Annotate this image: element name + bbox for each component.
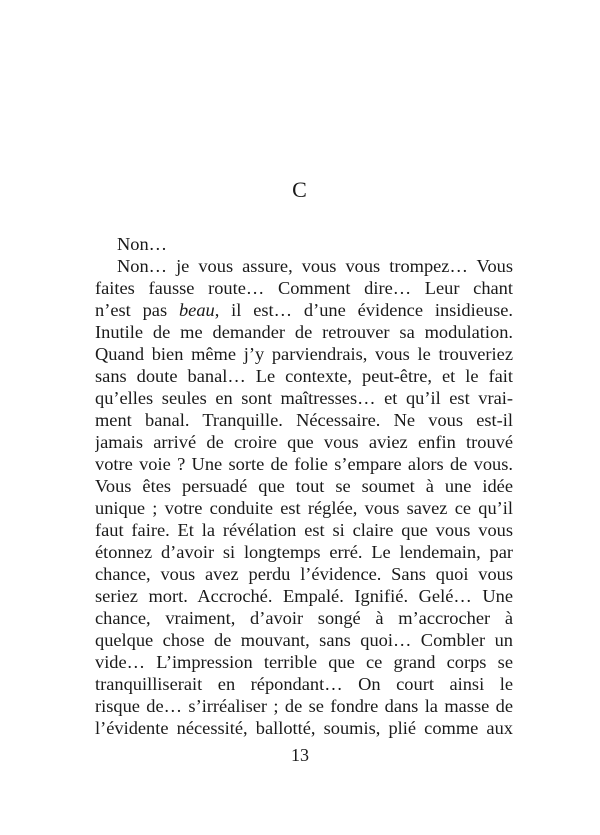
text-line: tranquilliserait en répondant… On court ainsi le — [95, 674, 513, 694]
text-line: sans doute banal… Le contexte, peut-être, et le fait — [95, 366, 513, 386]
text-line: faites fausse route… Comment dire… Leur chant — [95, 278, 513, 298]
text-line: chance, vraiment, d’avoir songé à m’accrocher à — [95, 608, 513, 628]
text-segment: n’est pas — [95, 300, 179, 320]
text-line: Vous êtes persuadé que tout se soumet à une idée — [95, 476, 513, 496]
text-line: ment banal. Tranquille. Nécessaire. Ne vous est-il — [95, 410, 513, 430]
text-line: étonnez d’avoir si longtemps erré. Le lendemain, par — [95, 542, 513, 562]
text-line-with-italic — [95, 299, 513, 321]
text-line: seriez mort. Accroché. Empalé. Ignifié. Gelé… Une — [95, 586, 513, 606]
text-line: Quand bien même j’y parviendrais, vous le trouveriez — [95, 344, 513, 364]
text-line: jamais arrivé de croire que vous aviez enfin trouvé — [95, 432, 513, 452]
text-segment: , il est… d’une évidence insidieuse. — [214, 300, 513, 320]
chapter-heading: C — [292, 177, 308, 202]
text-line: chance, vous avez perdu l’évidence. Sans quoi vous — [95, 564, 513, 584]
text-line: Inutile de me demander de retrouver sa modulation. — [95, 322, 513, 342]
text-line: risque de… s’irréaliser ; de se fondre dans la masse de — [95, 696, 513, 716]
text-line: vide… L’impression terrible que ce grand corps se — [95, 652, 513, 672]
page-number: 13 — [291, 745, 309, 765]
text-line: faut faire. Et la révélation est si claire que vous vous — [95, 520, 513, 540]
body-text — [95, 233, 513, 739]
text-line: quelque chose de mouvant, sans quoi… Combler un — [95, 630, 513, 650]
text-line: unique ; votre conduite est réglée, vous savez ce qu’il — [95, 498, 513, 518]
text-line: l’évidente nécessité, ballotté, soumis, plié comme aux — [95, 718, 513, 738]
text-line: qu’elles seules en sont maîtresses… et qu’il est vrai- — [95, 388, 513, 408]
text-line: Non… — [117, 234, 168, 254]
italic-word: beau — [178, 300, 215, 320]
text-line: Non… je vous assure, vous vous trompez… Vous — [117, 256, 513, 276]
text-line: votre voie ? Une sorte de folie s’empare alors de vous. — [95, 454, 513, 474]
